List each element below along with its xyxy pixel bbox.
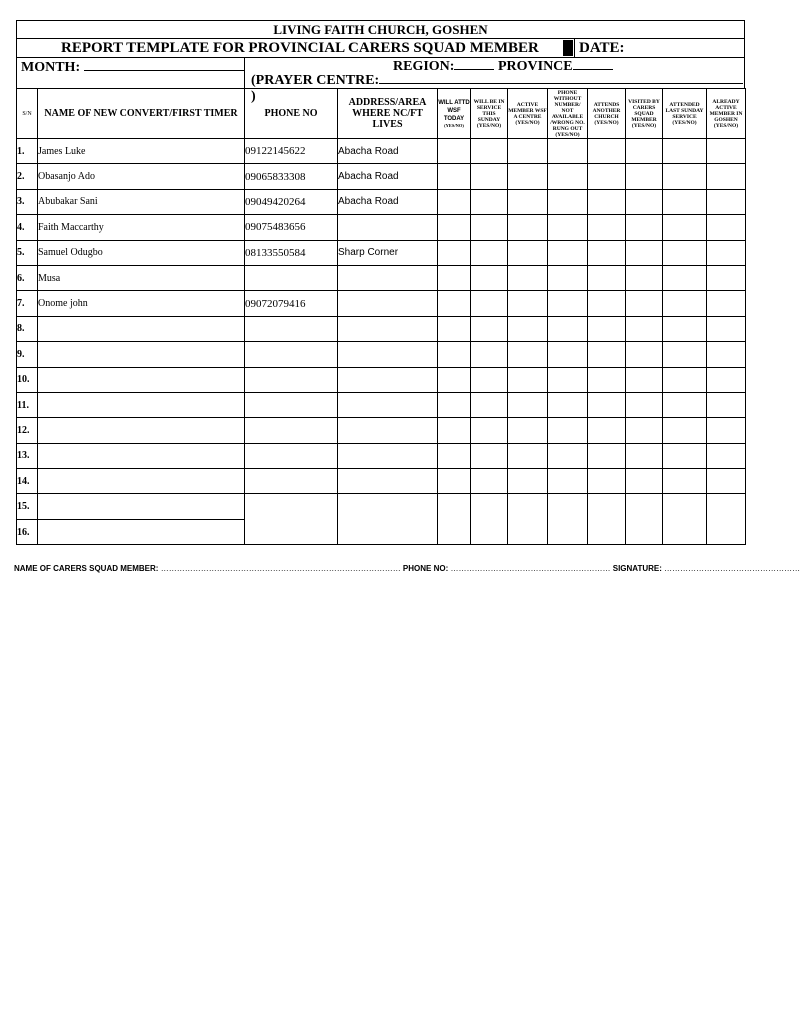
yes-no-cell[interactable]	[471, 494, 508, 545]
region-label: REGION:	[393, 59, 455, 74]
yes-no-cell[interactable]	[471, 164, 508, 189]
yes-no-cell[interactable]	[438, 139, 471, 164]
yes-no-cell[interactable]	[508, 240, 548, 265]
yes-no-cell[interactable]	[626, 443, 663, 468]
yes-no-cell[interactable]	[588, 164, 626, 189]
phone-cell[interactable]	[245, 469, 338, 494]
prayer-centre-close: )	[251, 89, 256, 104]
phone-cell[interactable]: 09065833308	[245, 164, 338, 189]
footer-phone-field[interactable]: ……………………………………………………	[450, 564, 611, 573]
yes-no-cell[interactable]	[588, 139, 626, 164]
yes-no-cell[interactable]	[707, 215, 746, 240]
row-number: 13.	[17, 443, 38, 468]
yes-no-cell[interactable]	[626, 265, 663, 290]
phone-cell[interactable]	[245, 494, 338, 545]
yes-no-cell[interactable]	[707, 164, 746, 189]
table-row	[17, 265, 746, 290]
row-number: 2.	[17, 164, 38, 189]
yes-no-cell[interactable]	[707, 342, 746, 367]
yes-no-cell[interactable]	[588, 494, 626, 545]
phone-cell[interactable]: 09122145622	[245, 139, 338, 164]
col-already-active: ALREADY ACTIVE MEMBER IN GOSHEN (YES/NO)	[707, 89, 746, 139]
table-row	[17, 469, 746, 494]
yes-no-cell[interactable]	[663, 469, 707, 494]
name-cell[interactable]	[38, 418, 245, 443]
yes-no-cell[interactable]	[508, 367, 548, 392]
yes-no-cell[interactable]	[508, 469, 548, 494]
prayer-centre-line	[379, 72, 743, 84]
address-cell[interactable]	[338, 494, 438, 545]
yes-no-cell[interactable]	[471, 316, 508, 341]
form-title: REPORT TEMPLATE FOR PROVINCIAL CARERS SQUAD MEMBER	[61, 40, 539, 56]
yes-no-cell[interactable]	[548, 164, 588, 189]
yes-no-cell[interactable]	[508, 164, 548, 189]
yes-no-cell[interactable]	[548, 265, 588, 290]
phone-cell[interactable]	[245, 392, 338, 417]
name-cell[interactable]	[38, 342, 245, 367]
yes-no-cell[interactable]	[438, 291, 471, 316]
yes-no-cell[interactable]	[438, 418, 471, 443]
yes-no-cell[interactable]	[707, 189, 746, 214]
yes-no-cell[interactable]	[438, 469, 471, 494]
yes-no-cell[interactable]	[471, 291, 508, 316]
yes-no-cell[interactable]	[626, 418, 663, 443]
yes-no-cell[interactable]	[663, 443, 707, 468]
yes-no-cell[interactable]	[508, 494, 548, 545]
table-row	[17, 291, 746, 316]
table-row	[17, 139, 746, 164]
table-row	[17, 215, 746, 240]
footer-phone-label: PHONE NO:	[402, 564, 449, 573]
yes-no-cell[interactable]	[707, 494, 746, 545]
col-phone: PHONE NO	[245, 89, 338, 139]
name-cell[interactable]	[38, 316, 245, 341]
report-table	[16, 88, 746, 545]
yes-no-cell[interactable]	[588, 265, 626, 290]
yes-no-cell[interactable]	[707, 443, 746, 468]
address-cell[interactable]	[338, 469, 438, 494]
yes-no-cell[interactable]	[663, 265, 707, 290]
row-number: 11.	[17, 392, 38, 417]
name-cell[interactable]: Faith Maccarthy	[38, 215, 245, 240]
row-number: 3.	[17, 189, 38, 214]
yes-no-cell[interactable]	[626, 164, 663, 189]
yes-no-cell[interactable]	[471, 189, 508, 214]
yes-no-cell[interactable]	[471, 215, 508, 240]
phone-cell[interactable]: 09075483656	[245, 215, 338, 240]
yes-no-cell[interactable]	[626, 291, 663, 316]
name-cell[interactable]: Obasanjo Ado	[38, 164, 245, 189]
table-body	[17, 139, 746, 545]
yes-no-cell[interactable]	[548, 316, 588, 341]
yes-no-cell[interactable]	[508, 392, 548, 417]
yes-no-cell[interactable]	[438, 367, 471, 392]
yes-no-cell[interactable]	[471, 265, 508, 290]
address-cell[interactable]	[338, 418, 438, 443]
yes-no-cell[interactable]	[588, 418, 626, 443]
row-number: 5.	[17, 240, 38, 265]
yes-no-cell[interactable]	[508, 139, 548, 164]
yes-no-cell[interactable]	[663, 392, 707, 417]
yes-no-cell[interactable]	[626, 316, 663, 341]
table-row	[17, 316, 746, 341]
row-number: 14.	[17, 469, 38, 494]
yes-no-cell[interactable]	[508, 316, 548, 341]
yes-no-cell[interactable]	[438, 392, 471, 417]
yes-no-cell[interactable]	[707, 139, 746, 164]
month-line	[84, 58, 244, 71]
col-address: ADDRESS/AREA WHERE NC/FT LIVES	[338, 89, 438, 139]
row-number: 7.	[17, 291, 38, 316]
footer-signature-field[interactable]: ……………………………………………	[664, 564, 800, 573]
table-row	[17, 392, 746, 417]
address-cell[interactable]: Abacha Road	[338, 139, 438, 164]
name-cell[interactable]	[38, 519, 245, 544]
report-form	[16, 20, 745, 545]
address-cell[interactable]	[338, 291, 438, 316]
address-cell[interactable]	[338, 367, 438, 392]
yes-no-cell[interactable]	[438, 316, 471, 341]
name-cell[interactable]: Samuel Odugbo	[38, 240, 245, 265]
yes-no-cell[interactable]	[508, 291, 548, 316]
yes-no-cell[interactable]	[438, 215, 471, 240]
yes-no-cell[interactable]	[707, 469, 746, 494]
address-cell[interactable]	[338, 443, 438, 468]
yes-no-cell[interactable]	[663, 139, 707, 164]
yes-no-cell[interactable]	[663, 291, 707, 316]
phone-cell[interactable]	[245, 316, 338, 341]
yes-no-cell[interactable]	[626, 367, 663, 392]
yes-no-cell[interactable]	[588, 443, 626, 468]
yes-no-cell[interactable]	[663, 418, 707, 443]
month-label: MONTH:	[21, 60, 81, 75]
col-active-wsf: ACTIVE MEMBER WSF A CENTRE (YES/NO)	[508, 89, 548, 139]
yes-no-cell[interactable]	[707, 418, 746, 443]
yes-no-cell[interactable]	[508, 215, 548, 240]
yes-no-cell[interactable]	[626, 215, 663, 240]
table-row	[17, 443, 746, 468]
name-cell[interactable]	[38, 392, 245, 417]
address-cell[interactable]	[338, 316, 438, 341]
row-number: 12.	[17, 418, 38, 443]
yes-no-cell[interactable]	[626, 189, 663, 214]
yes-no-cell[interactable]	[588, 291, 626, 316]
yes-no-cell[interactable]	[438, 189, 471, 214]
row-number: 1.	[17, 139, 38, 164]
phone-cell[interactable]	[245, 443, 338, 468]
phone-cell[interactable]: 08133550584	[245, 240, 338, 265]
name-cell[interactable]: Abubakar Sani	[38, 189, 245, 214]
yes-no-cell[interactable]	[548, 189, 588, 214]
yes-no-cell[interactable]	[707, 367, 746, 392]
footer-signature-label: SIGNATURE:	[612, 564, 662, 573]
phone-cell[interactable]	[245, 265, 338, 290]
prayer-centre-field[interactable]	[251, 72, 744, 105]
table-row	[17, 367, 746, 392]
yes-no-cell[interactable]	[548, 240, 588, 265]
yes-no-cell[interactable]	[663, 215, 707, 240]
address-cell[interactable]: Abacha Road	[338, 164, 438, 189]
yes-no-cell[interactable]	[438, 240, 471, 265]
yes-no-cell[interactable]	[663, 240, 707, 265]
col-will-attend-sub: (YES/NO)	[444, 123, 464, 128]
signature-footer	[14, 564, 800, 573]
yes-no-cell[interactable]	[548, 367, 588, 392]
yes-no-cell[interactable]	[471, 392, 508, 417]
yes-no-cell[interactable]	[707, 265, 746, 290]
region-line	[454, 58, 494, 70]
yes-no-cell[interactable]	[663, 342, 707, 367]
yes-no-cell[interactable]	[588, 342, 626, 367]
meta-divider	[244, 58, 245, 88]
date-field[interactable]	[574, 39, 625, 57]
footer-name-label: NAME OF CARERS SQUAD MEMBER:	[14, 564, 159, 573]
phone-cell[interactable]	[245, 367, 338, 392]
yes-no-cell[interactable]	[588, 316, 626, 341]
yes-no-cell[interactable]	[663, 164, 707, 189]
table-row	[17, 418, 746, 443]
phone-cell[interactable]: 09072079416	[245, 291, 338, 316]
yes-no-cell[interactable]	[471, 139, 508, 164]
col-attended-last: ATTENDED LAST SUNDAY SERVICE (YES/NO)	[663, 89, 707, 139]
yes-no-cell[interactable]	[548, 469, 588, 494]
yes-no-cell[interactable]	[548, 443, 588, 468]
table-row	[17, 164, 746, 189]
yes-no-cell[interactable]	[438, 164, 471, 189]
col-visited: VISITED BY CARERS SQUAD MEMBER (YES/NO)	[626, 89, 663, 139]
yes-no-cell[interactable]	[471, 418, 508, 443]
address-cell[interactable]: Sharp Corner	[338, 240, 438, 265]
yes-no-cell[interactable]	[588, 367, 626, 392]
yes-no-cell[interactable]	[588, 215, 626, 240]
yes-no-cell[interactable]	[471, 469, 508, 494]
church-name: LIVING FAITH CHURCH, GOSHEN	[17, 21, 744, 39]
title-row	[17, 39, 744, 58]
yes-no-cell[interactable]	[663, 367, 707, 392]
meta-row	[17, 58, 744, 104]
yes-no-cell[interactable]	[626, 240, 663, 265]
yes-no-cell[interactable]	[548, 418, 588, 443]
footer-name-field[interactable]: ………………………………………………………………………………	[160, 564, 401, 573]
yes-no-cell[interactable]	[471, 342, 508, 367]
yes-no-cell[interactable]	[663, 316, 707, 341]
yes-no-cell[interactable]	[548, 392, 588, 417]
yes-no-cell[interactable]	[707, 316, 746, 341]
yes-no-cell[interactable]	[438, 494, 471, 545]
row-number: 4.	[17, 215, 38, 240]
address-cell[interactable]	[338, 215, 438, 240]
col-sn: S/N	[17, 89, 38, 139]
phone-cell[interactable]	[245, 418, 338, 443]
form-header	[16, 20, 745, 104]
date-label: DATE:	[579, 40, 625, 56]
yes-no-cell[interactable]	[508, 443, 548, 468]
yes-no-cell[interactable]	[508, 189, 548, 214]
province-line	[573, 58, 613, 70]
address-cell[interactable]	[338, 392, 438, 417]
black-marker	[563, 40, 573, 56]
name-cell[interactable]	[38, 469, 245, 494]
name-cell[interactable]: James Luke	[38, 139, 245, 164]
col-will-attend-main: WILL ATTD WSF TODAY	[438, 100, 470, 122]
yes-no-cell[interactable]	[626, 494, 663, 545]
yes-no-cell[interactable]	[588, 392, 626, 417]
yes-no-cell[interactable]	[548, 139, 588, 164]
yes-no-cell[interactable]	[663, 189, 707, 214]
yes-no-cell[interactable]	[548, 291, 588, 316]
month-field[interactable]	[21, 58, 244, 76]
yes-no-cell[interactable]	[663, 494, 707, 545]
table-row	[17, 240, 746, 265]
province-label: PROVINCE	[497, 59, 573, 74]
row-number: 9.	[17, 342, 38, 367]
phone-cell[interactable]: 09049420264	[245, 189, 338, 214]
col-in-service: WILL BE IN SERVICE THIS SUNDAY (YES/NO)	[471, 89, 508, 139]
row-number: 15.	[17, 494, 38, 519]
address-cell[interactable]	[338, 342, 438, 367]
yes-no-cell[interactable]	[626, 469, 663, 494]
yes-no-cell[interactable]	[548, 215, 588, 240]
yes-no-cell[interactable]	[588, 189, 626, 214]
name-cell[interactable]: Musa	[38, 265, 245, 290]
phone-cell[interactable]	[245, 342, 338, 367]
row-number: 6.	[17, 265, 38, 290]
address-cell[interactable]	[338, 265, 438, 290]
yes-no-cell[interactable]	[588, 240, 626, 265]
yes-no-cell[interactable]	[471, 240, 508, 265]
yes-no-cell[interactable]	[548, 342, 588, 367]
row-number: 8.	[17, 316, 38, 341]
row-number: 10.	[17, 367, 38, 392]
yes-no-cell[interactable]	[438, 443, 471, 468]
col-name: NAME OF NEW CONVERT/FIRST TIMER	[38, 89, 245, 139]
yes-no-cell[interactable]	[471, 367, 508, 392]
yes-no-cell[interactable]	[626, 342, 663, 367]
yes-no-cell[interactable]	[707, 291, 746, 316]
yes-no-cell[interactable]	[707, 240, 746, 265]
name-cell[interactable]	[38, 494, 245, 519]
yes-no-cell[interactable]	[548, 494, 588, 545]
name-cell[interactable]	[38, 443, 245, 468]
yes-no-cell[interactable]	[438, 342, 471, 367]
name-cell[interactable]	[38, 367, 245, 392]
yes-no-cell[interactable]	[508, 342, 548, 367]
yes-no-cell[interactable]	[438, 265, 471, 290]
yes-no-cell[interactable]	[626, 392, 663, 417]
address-cell[interactable]: Abacha Road	[338, 189, 438, 214]
yes-no-cell[interactable]	[707, 392, 746, 417]
col-another-church: ATTENDS ANOTHER CHURCH (YES/NO)	[588, 89, 626, 139]
yes-no-cell[interactable]	[471, 443, 508, 468]
yes-no-cell[interactable]	[588, 469, 626, 494]
name-cell[interactable]: Onome john	[38, 291, 245, 316]
yes-no-cell[interactable]	[626, 139, 663, 164]
prayer-centre-label: (PRAYER CENTRE:	[251, 73, 380, 88]
row-number: 16.	[17, 519, 38, 544]
table-row	[17, 494, 746, 519]
yes-no-cell[interactable]	[508, 418, 548, 443]
col-phone-without: PHONE WITHOUT NUMBER/ NOT AVAILABLE /WRONG NO. RUNG OUT (YES/NO)	[548, 89, 588, 139]
table-row	[17, 189, 746, 214]
yes-no-cell[interactable]	[508, 265, 548, 290]
table-row	[17, 342, 746, 367]
